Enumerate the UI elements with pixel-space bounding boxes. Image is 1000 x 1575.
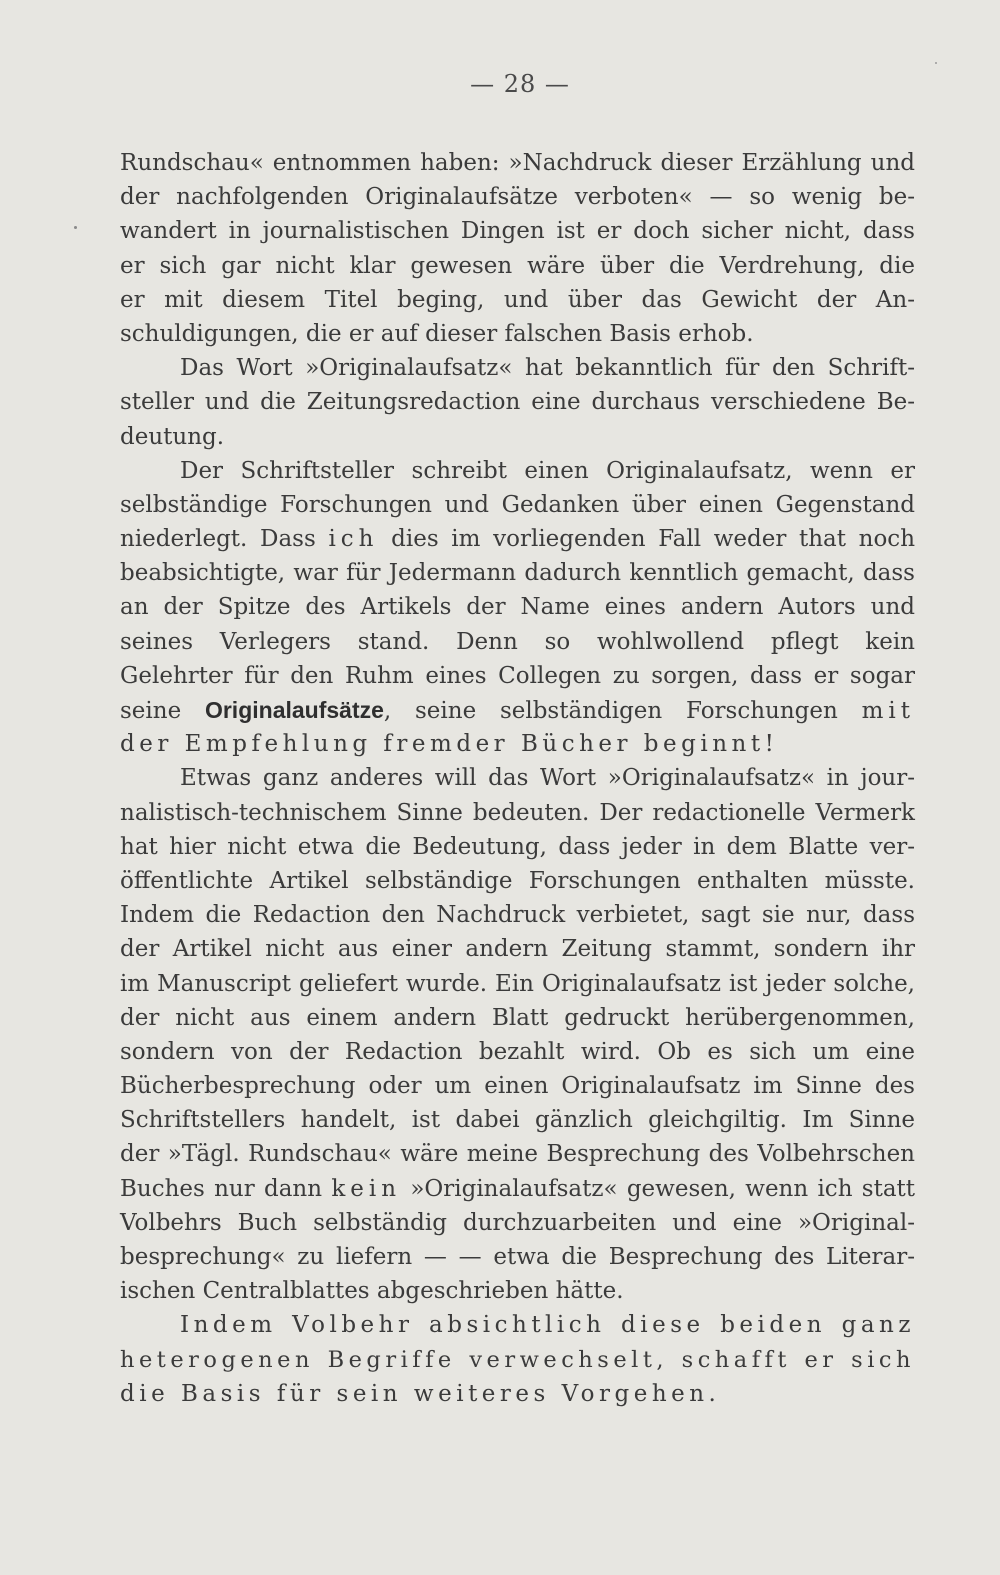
text-line: nalistisch-technischem Sinne bedeuten. Der redactionelle Vermerk — [120, 799, 915, 826]
text-line: er mit diesem Titel beging, und über das Gewicht der An- — [120, 286, 915, 313]
text-line: selbständige Forschungen und Gedanken über einen Gegenstand — [120, 491, 915, 518]
paragraph-2 — [120, 351, 915, 454]
text-line: die Basis für sein weiteres Vorgehen. — [120, 1380, 721, 1407]
text-line: Indem die Redaction den Nachdruck verbietet, sagt sie nur, dass — [120, 902, 915, 929]
text-line: Bücherbesprechung oder um einen Originalaufsatz im Sinne des — [120, 1073, 915, 1100]
emphasized-word: Originalaufsätze — [204, 697, 384, 723]
page-number: — 28 — — [470, 70, 570, 98]
text-segment: , seine selbständigen Forschungen — [383, 698, 838, 724]
print-speck — [74, 226, 77, 229]
text-segment: niederlegt. Dass — [120, 526, 316, 553]
text-line: öffentlichte Artikel selbständige Forschungen enthalten müsste. — [120, 867, 915, 894]
paragraph-5 — [120, 1308, 915, 1411]
text-segment: dies im vorliegenden Fall weder that noch — [391, 526, 916, 553]
text-line: der »Tägl. Rundschau« wäre meine Besprechung des Volbehrschen — [120, 1141, 915, 1168]
text-line: Der Schriftsteller schreibt einen Originalaufsatz, wenn er — [180, 457, 915, 484]
text-line: Volbehrs Buch selbständig durchzuarbeiten und eine »Original- — [120, 1209, 915, 1236]
text-segment: Buches nur dann — [120, 1175, 323, 1202]
emphasized-word: mit — [861, 698, 915, 724]
text-line: Schriftstellers handelt, ist dabei gänzlich gleichgiltig. Im Sinne — [120, 1107, 915, 1134]
text-line: Indem Volbehr absichtlich diese beiden ganz — [180, 1312, 915, 1339]
text-line: hat hier nicht etwa die Bedeutung, dass jeder in dem Blatte ver- — [120, 833, 915, 860]
paragraph-3 — [120, 454, 915, 762]
text-line: er sich gar nicht klar gewesen wäre über die Verdrehung, die — [120, 252, 915, 279]
text-line: der nicht aus einem andern Blatt gedruckt herübergenommen, — [120, 1004, 915, 1031]
text-line: der Empfehlung fremder Bücher beginnt! — [120, 731, 779, 758]
text-segment: »Originalaufsatz« gewesen, wenn ich statt — [410, 1175, 916, 1202]
text-line: heterogenen Begriffe verwechselt, schafft er sich — [120, 1346, 915, 1373]
paragraph-1 — [120, 146, 915, 351]
text-line: deutung. — [120, 423, 225, 450]
text-line — [120, 522, 915, 556]
text-line: Gelehrter für den Ruhm eines Collegen zu sorgen, dass er sogar — [120, 662, 915, 689]
text-line: schuldigungen, die er auf dieser falschen Basis erhob. — [120, 320, 754, 347]
text-line: Rundschau« entnommen haben: »Nachdruck dieser Erzählung und — [120, 150, 915, 176]
text-line: der nachfolgenden Originalaufsätze verboten« — so wenig be- — [120, 184, 915, 211]
text-line: beabsichtigte, war für Jedermann dadurch kenntlich gemacht, dass — [120, 560, 915, 587]
paragraph-4 — [120, 761, 915, 1308]
print-speck — [935, 62, 937, 64]
text-line: ischen Centralblattes abgeschrieben hätte. — [120, 1278, 624, 1305]
text-line: Etwas ganz anderes will das Wort »Originalaufsatz« in jour- — [180, 765, 915, 792]
emphasized-word: kein — [331, 1175, 402, 1202]
text-line — [120, 1172, 915, 1206]
text-line: steller und die Zeitungsredaction eine durchaus verschiedene Be- — [120, 389, 915, 416]
text-line: wandert in journalistischen Dingen ist er doch sicher nicht, dass — [120, 218, 915, 245]
text-line: Das Wort »Originalaufsatz« hat bekanntlich für den Schrift- — [180, 355, 915, 382]
text-line: besprechung« zu liefern — — etwa die Besprechung des Literar- — [120, 1244, 915, 1270]
body-text — [120, 146, 915, 1411]
text-line: sondern von der Redaction bezahlt wird. Ob es sich um eine — [120, 1038, 915, 1065]
text-line: seines Verlegers stand. Denn so wohlwollend pflegt kein — [120, 628, 915, 655]
text-segment: seine — [120, 698, 182, 724]
emphasized-word: ich — [328, 526, 379, 553]
text-line: der Artikel nicht aus einer andern Zeitung stammt, sondern ihr — [120, 936, 915, 963]
text-line: an der Spitze des Artikels der Name eines andern Autors und — [120, 594, 915, 621]
text-line: im Manuscript geliefert wurde. Ein Originalaufsatz ist jeder solche, — [120, 970, 915, 997]
text-line — [120, 693, 915, 727]
